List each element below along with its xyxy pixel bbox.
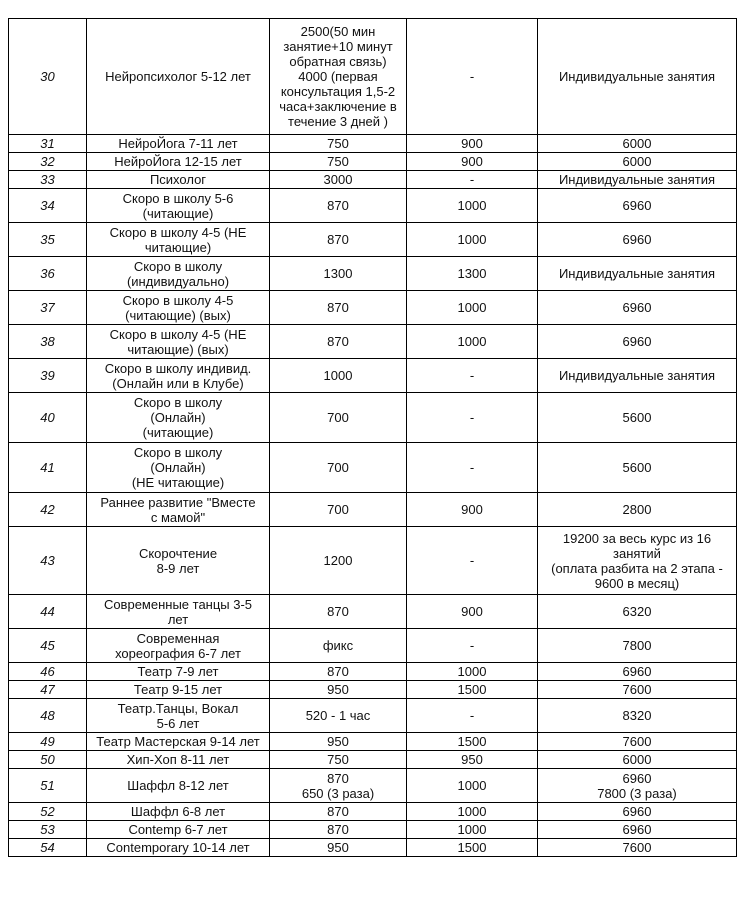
table-row — [9, 135, 737, 153]
service-name: НейроЙога 12-15 лет — [87, 153, 270, 171]
table-row — [9, 699, 737, 733]
price-single: 700 — [270, 393, 407, 443]
price-single: 870 — [270, 291, 407, 325]
price-subscription: Индивидуальные занятия — [538, 171, 737, 189]
service-name: Скорочтение 8-9 лет — [87, 527, 270, 595]
service-name: Психолог — [87, 171, 270, 189]
service-name: Нейропсихолог 5-12 лет — [87, 19, 270, 135]
price-single: 950 — [270, 733, 407, 751]
service-name: Скоро в школу 4-5 (НЕ читающие) (вых) — [87, 325, 270, 359]
row-number: 32 — [9, 153, 87, 171]
price-trial: 1000 — [407, 663, 538, 681]
price-trial: 1000 — [407, 291, 538, 325]
price-table — [8, 18, 737, 857]
table-row — [9, 681, 737, 699]
row-number: 35 — [9, 223, 87, 257]
price-trial: 1000 — [407, 769, 538, 803]
price-single: 700 — [270, 493, 407, 527]
price-trial: 1000 — [407, 803, 538, 821]
row-number: 49 — [9, 733, 87, 751]
row-number: 34 — [9, 189, 87, 223]
price-subscription: 7600 — [538, 839, 737, 857]
price-trial: 1500 — [407, 733, 538, 751]
table-row — [9, 595, 737, 629]
price-subscription: Индивидуальные занятия — [538, 359, 737, 393]
price-single: 870 — [270, 325, 407, 359]
table-row — [9, 325, 737, 359]
price-single: 870 — [270, 663, 407, 681]
table-row — [9, 493, 737, 527]
price-single: 870 — [270, 821, 407, 839]
row-number: 50 — [9, 751, 87, 769]
table-row — [9, 257, 737, 291]
price-subscription: Индивидуальные занятия — [538, 257, 737, 291]
table-row — [9, 189, 737, 223]
row-number: 37 — [9, 291, 87, 325]
price-single: 1300 — [270, 257, 407, 291]
table-row — [9, 803, 737, 821]
price-trial: 1000 — [407, 223, 538, 257]
price-trial: 1000 — [407, 325, 538, 359]
table-row — [9, 839, 737, 857]
price-subscription: 5600 — [538, 443, 737, 493]
row-number: 48 — [9, 699, 87, 733]
service-name: Театр.Танцы, Вокал 5-6 лет — [87, 699, 270, 733]
row-number: 51 — [9, 769, 87, 803]
price-trial: 1000 — [407, 189, 538, 223]
price-trial: 900 — [407, 493, 538, 527]
price-single: 1000 — [270, 359, 407, 393]
service-name: Скоро в школу 4-5 (читающие) (вых) — [87, 291, 270, 325]
price-subscription: 2800 — [538, 493, 737, 527]
service-name: Contemp 6-7 лет — [87, 821, 270, 839]
price-subscription: 6960 — [538, 291, 737, 325]
service-name: Современные танцы 3-5 лет — [87, 595, 270, 629]
price-trial: - — [407, 171, 538, 189]
table-row — [9, 821, 737, 839]
price-single: 2500(50 мин занятие+10 минут обратная связь) 4000 (первая консультация 1,5-2 часа+заключение в течение 3 дней ) — [270, 19, 407, 135]
row-number: 53 — [9, 821, 87, 839]
price-subscription: 6000 — [538, 153, 737, 171]
price-subscription: 19200 за весь курс из 16 занятий (оплата разбита на 2 этапа - 9600 в месяц) — [538, 527, 737, 595]
service-name: Скоро в школу (Онлайн) (НЕ читающие) — [87, 443, 270, 493]
price-subscription: 6000 — [538, 751, 737, 769]
price-subscription: 6320 — [538, 595, 737, 629]
price-trial: 1000 — [407, 821, 538, 839]
row-number: 47 — [9, 681, 87, 699]
price-single: 870 650 (3 раза) — [270, 769, 407, 803]
price-subscription: 6000 — [538, 135, 737, 153]
table-row — [9, 359, 737, 393]
service-name: Contemporary 10-14 лет — [87, 839, 270, 857]
table-row — [9, 153, 737, 171]
row-number: 43 — [9, 527, 87, 595]
price-single: 870 — [270, 803, 407, 821]
table-row — [9, 663, 737, 681]
service-name: Хип-Хоп 8-11 лет — [87, 751, 270, 769]
price-trial: - — [407, 629, 538, 663]
price-trial: 1300 — [407, 257, 538, 291]
price-single: фикс — [270, 629, 407, 663]
row-number: 38 — [9, 325, 87, 359]
price-subscription: 7600 — [538, 681, 737, 699]
table-row — [9, 769, 737, 803]
price-subscription: 6960 — [538, 803, 737, 821]
price-trial: - — [407, 19, 538, 135]
price-trial: 1500 — [407, 681, 538, 699]
price-trial: 950 — [407, 751, 538, 769]
price-subscription: 6960 7800 (3 раза) — [538, 769, 737, 803]
price-subscription: 8320 — [538, 699, 737, 733]
price-trial: - — [407, 443, 538, 493]
table-row — [9, 751, 737, 769]
row-number: 45 — [9, 629, 87, 663]
price-single: 520 - 1 час — [270, 699, 407, 733]
service-name: Раннее развитие "Вместе с мамой" — [87, 493, 270, 527]
price-subscription: 6960 — [538, 821, 737, 839]
price-subscription: 6960 — [538, 325, 737, 359]
price-single: 950 — [270, 681, 407, 699]
service-name: Театр 7-9 лет — [87, 663, 270, 681]
table-row — [9, 733, 737, 751]
row-number: 54 — [9, 839, 87, 857]
table-row — [9, 291, 737, 325]
service-name: Современная хореография 6-7 лет — [87, 629, 270, 663]
table-row — [9, 527, 737, 595]
row-number: 40 — [9, 393, 87, 443]
price-subscription: 6960 — [538, 663, 737, 681]
table-row — [9, 629, 737, 663]
row-number: 46 — [9, 663, 87, 681]
row-number: 31 — [9, 135, 87, 153]
service-name: Скоро в школу (Онлайн) (читающие) — [87, 393, 270, 443]
price-single: 750 — [270, 153, 407, 171]
table-row — [9, 171, 737, 189]
service-name: Шаффл 8-12 лет — [87, 769, 270, 803]
row-number: 42 — [9, 493, 87, 527]
service-name: Скоро в школу 5-6 (читающие) — [87, 189, 270, 223]
price-single: 700 — [270, 443, 407, 493]
price-trial: 900 — [407, 595, 538, 629]
price-table-container — [8, 18, 737, 857]
row-number: 44 — [9, 595, 87, 629]
service-name: Театр 9-15 лет — [87, 681, 270, 699]
price-subscription: 7800 — [538, 629, 737, 663]
price-trial: 900 — [407, 153, 538, 171]
price-trial: - — [407, 359, 538, 393]
price-trial: - — [407, 699, 538, 733]
price-single: 3000 — [270, 171, 407, 189]
price-single: 1200 — [270, 527, 407, 595]
service-name: Шаффл 6-8 лет — [87, 803, 270, 821]
service-name: Театр Мастерская 9-14 лет — [87, 733, 270, 751]
price-subscription: 7600 — [538, 733, 737, 751]
price-trial: - — [407, 393, 538, 443]
row-number: 36 — [9, 257, 87, 291]
price-single: 750 — [270, 135, 407, 153]
price-single: 870 — [270, 223, 407, 257]
service-name: Скоро в школу (индивидуально) — [87, 257, 270, 291]
row-number: 30 — [9, 19, 87, 135]
service-name: Скоро в школу 4-5 (НЕ читающие) — [87, 223, 270, 257]
row-number: 52 — [9, 803, 87, 821]
price-subscription: 5600 — [538, 393, 737, 443]
table-row — [9, 443, 737, 493]
price-trial: 1500 — [407, 839, 538, 857]
price-single: 750 — [270, 751, 407, 769]
price-trial: - — [407, 527, 538, 595]
price-subscription: 6960 — [538, 223, 737, 257]
price-trial: 900 — [407, 135, 538, 153]
service-name: НейроЙога 7-11 лет — [87, 135, 270, 153]
price-single: 870 — [270, 189, 407, 223]
table-row — [9, 19, 737, 135]
price-single: 950 — [270, 839, 407, 857]
row-number: 39 — [9, 359, 87, 393]
row-number: 33 — [9, 171, 87, 189]
service-name: Скоро в школу индивид. (Онлайн или в Клубе) — [87, 359, 270, 393]
price-table-body — [9, 19, 737, 857]
price-single: 870 — [270, 595, 407, 629]
table-row — [9, 223, 737, 257]
price-subscription: Индивидуальные занятия — [538, 19, 737, 135]
price-subscription: 6960 — [538, 189, 737, 223]
table-row — [9, 393, 737, 443]
row-number: 41 — [9, 443, 87, 493]
